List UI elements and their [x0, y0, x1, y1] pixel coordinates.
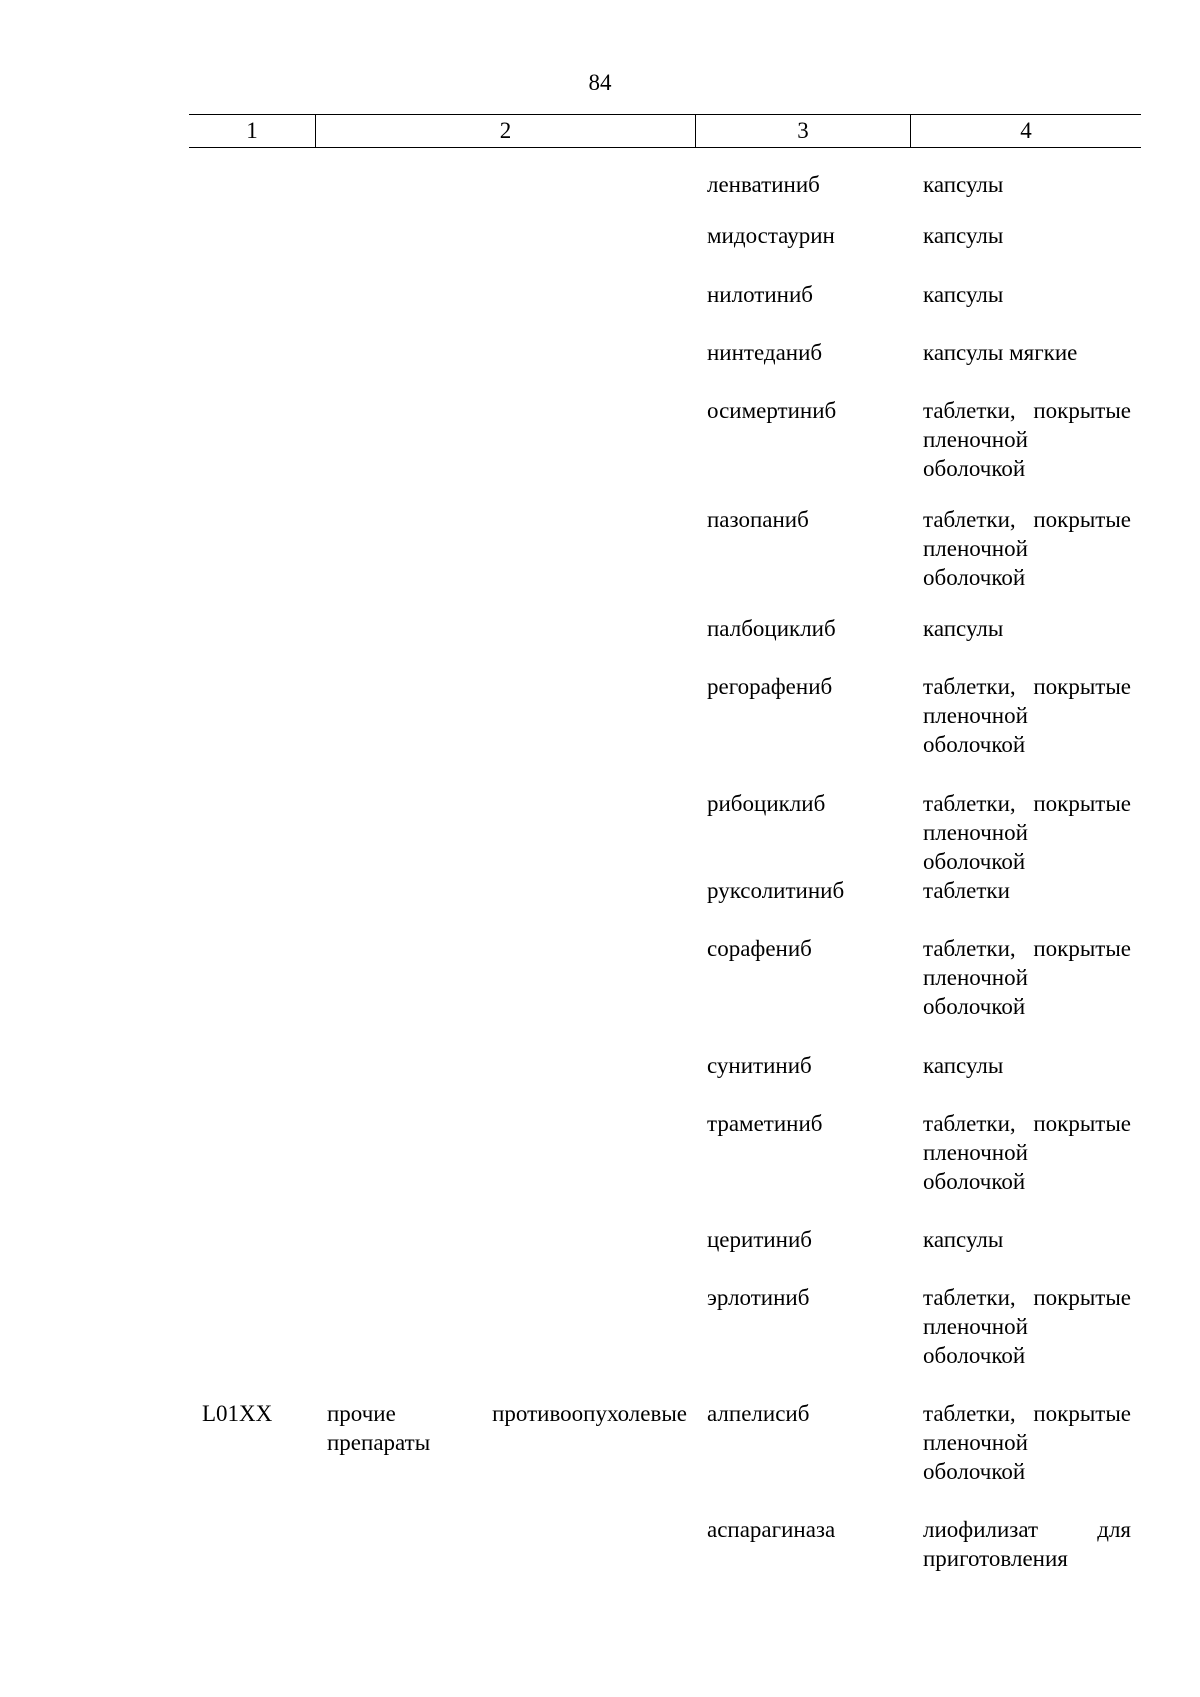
dosage-form: таблетки, покрытые пленочной оболочкой: [923, 936, 1131, 1019]
drug-name: эрлотиниб: [707, 1285, 810, 1310]
drug-name: нинтеданиб: [707, 340, 823, 365]
drug-name: руксолитиниб: [707, 878, 845, 903]
drug-name: ленватиниб: [707, 172, 820, 197]
dosage-form: таблетки, покрытые пленочной оболочкой: [923, 791, 1131, 874]
header-col-4: 4: [910, 115, 1141, 147]
dosage-form: капсулы: [923, 1227, 1004, 1252]
drug-name: регорафениб: [707, 674, 833, 699]
drug-name: церитиниб: [707, 1227, 813, 1252]
drug-name: палбоциклиб: [707, 616, 836, 641]
dosage-form: лиофилизат для приготовления: [923, 1517, 1131, 1571]
dosage-form: таблетки, покрытые пленочной оболочкой: [923, 674, 1131, 757]
drug-name: осимертиниб: [707, 398, 837, 423]
atc-code: L01XX: [202, 1401, 273, 1426]
drug-name: сунитиниб: [707, 1053, 812, 1078]
dosage-form: капсулы: [923, 282, 1004, 307]
dosage-form: таблетки, покрытые пленочной оболочкой: [923, 1401, 1131, 1484]
drug-name: сорафениб: [707, 936, 812, 961]
dosage-form: таблетки, покрытые пленочной оболочкой: [923, 1285, 1131, 1368]
dosage-form: капсулы: [923, 172, 1004, 197]
dosage-form: таблетки, покрытые пленочной оболочкой: [923, 398, 1131, 481]
drug-name: аспарагиназа: [707, 1517, 836, 1542]
drug-name: траметиниб: [707, 1111, 823, 1136]
drug-name: рибоциклиб: [707, 791, 826, 816]
header-col-2: 2: [315, 115, 695, 147]
table-header: [189, 114, 1141, 148]
dosage-form: капсулы мягкие: [923, 340, 1078, 365]
page-number: 84: [588, 70, 612, 95]
header-col-1: 1: [246, 118, 258, 143]
drug-name: алпелисиб: [707, 1401, 810, 1426]
dosage-form: капсулы: [923, 223, 1004, 248]
dosage-form: капсулы: [923, 1053, 1004, 1078]
dosage-form: таблетки, покрытые пленочной оболочкой: [923, 1111, 1131, 1194]
header-col-3: 3: [695, 115, 910, 147]
drug-name: мидостаурин: [707, 223, 835, 248]
dosage-form: таблетки: [923, 878, 1010, 903]
drug-group: прочие противоопухолевые препараты: [327, 1401, 687, 1455]
dosage-form: таблетки, покрытые пленочной оболочкой: [923, 507, 1131, 590]
drug-name: пазопаниб: [707, 507, 809, 532]
drug-name: нилотиниб: [707, 282, 813, 307]
dosage-form: капсулы: [923, 616, 1004, 641]
